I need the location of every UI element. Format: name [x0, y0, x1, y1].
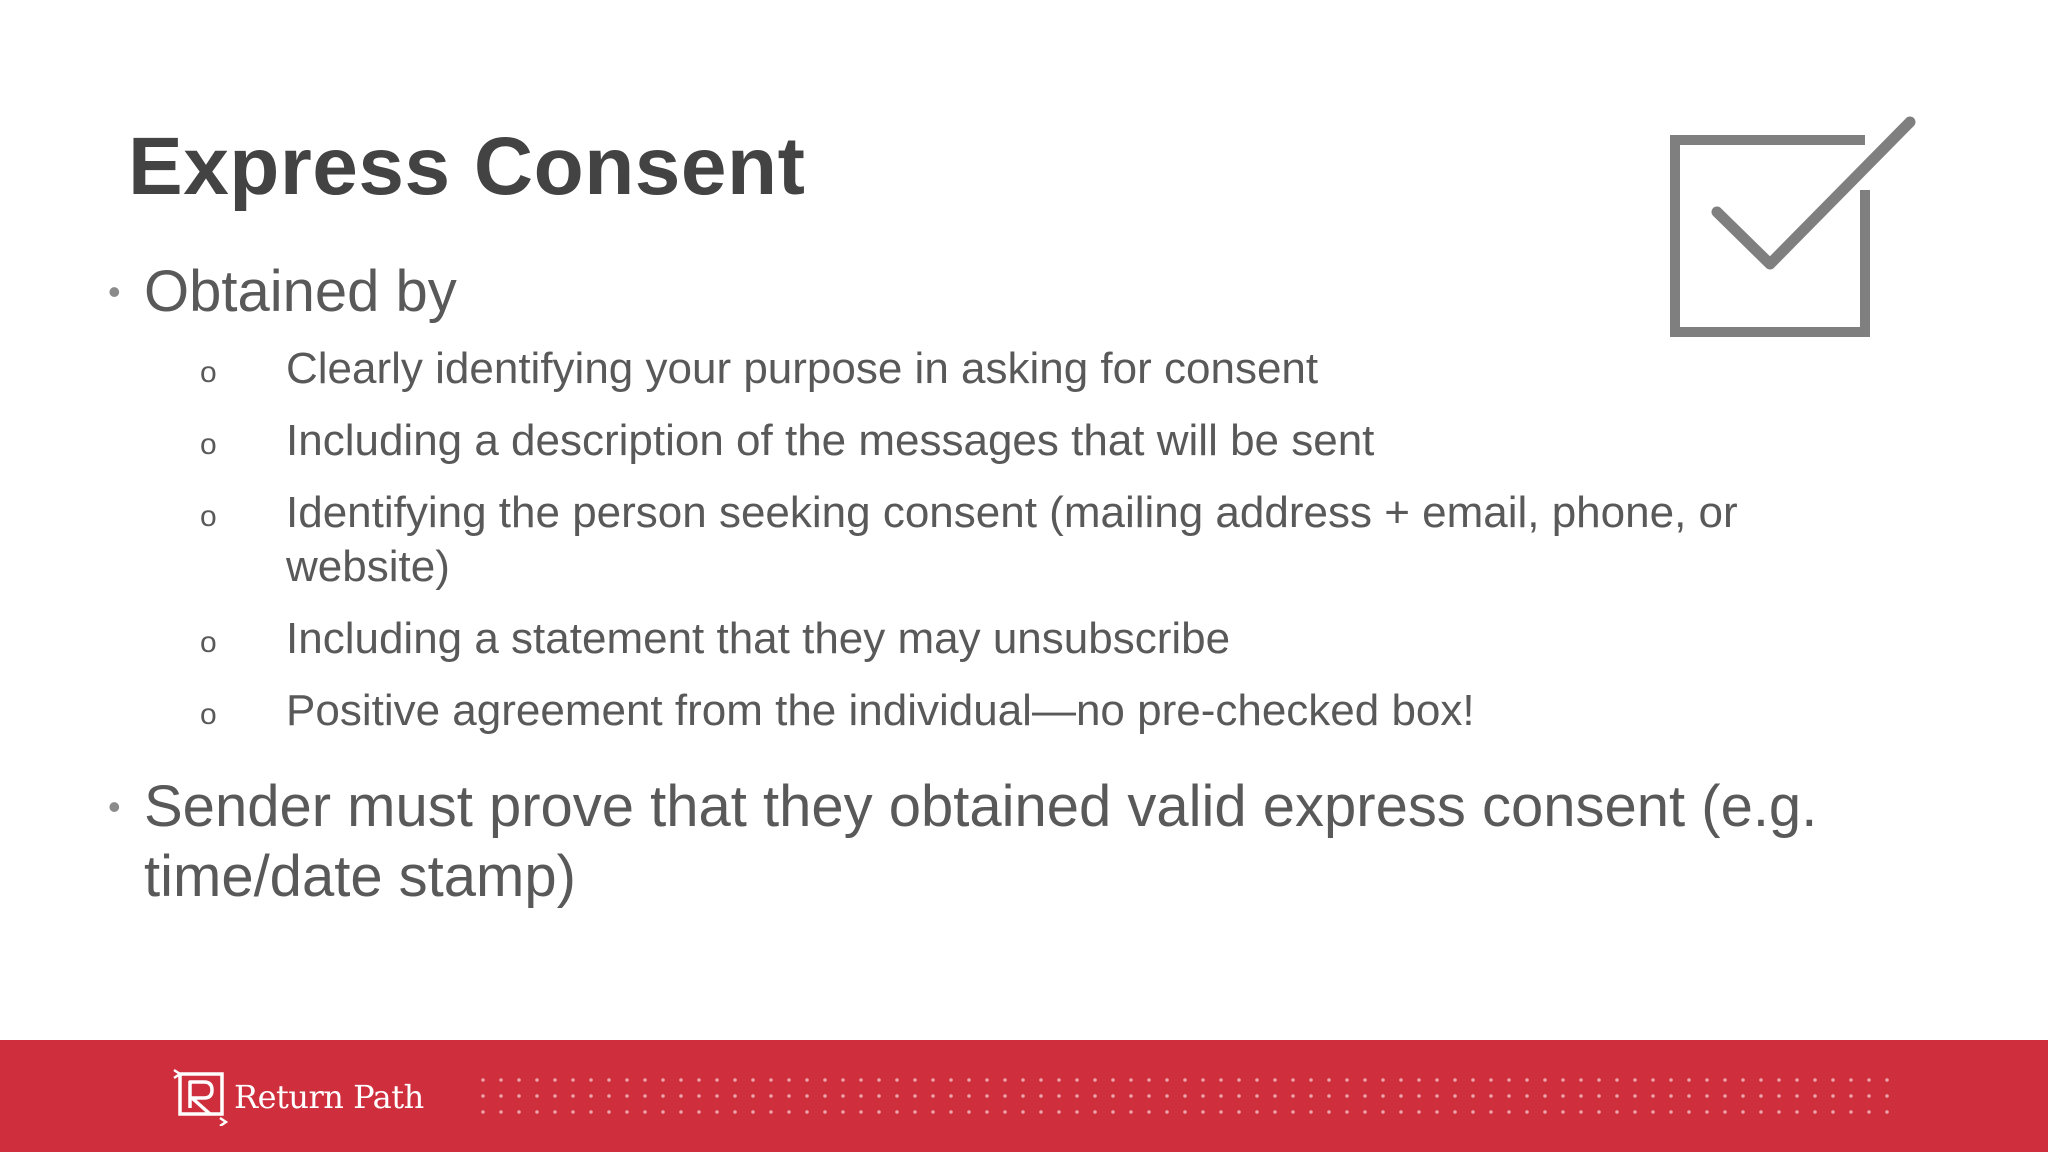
- sub-bullet-circle: o: [200, 428, 217, 461]
- sub-bullet-text: Identifying the person seeking consent (mailing address + email, phone, or website): [286, 488, 1738, 591]
- return-path-logo-icon: [170, 1068, 228, 1126]
- sub-bullet-circle: o: [200, 356, 217, 389]
- footer-bar: [0, 1040, 2048, 1152]
- bullet-obtained-by: [108, 258, 1868, 326]
- sub-bullet-text: Positive agreement from the individual—no pre-checked box!: [286, 686, 1475, 735]
- bullet-sender-must-prove: [108, 772, 1868, 912]
- brand-name: Return Path: [234, 1078, 424, 1116]
- brand-logo: [170, 1068, 424, 1126]
- sub-bullet-item: [200, 684, 1800, 738]
- decorative-dot-pattern: [474, 1072, 1894, 1120]
- slide-title: Express Consent: [128, 121, 806, 212]
- sub-bullet-circle: o: [200, 698, 217, 731]
- sub-bullet-circle: o: [200, 626, 217, 659]
- sub-bullet-circle: o: [200, 500, 217, 533]
- bullet-dot: •: [108, 786, 121, 827]
- sub-bullet-item: [200, 612, 1800, 666]
- sub-bullet-item: [200, 486, 1800, 594]
- sub-bullet-text: Including a statement that they may unsubscribe: [286, 614, 1231, 663]
- sub-bullet-list: [200, 342, 1800, 756]
- bullet-text: Sender must prove that they obtained valid express consent (e.g. time/date stamp): [144, 774, 1818, 909]
- bullet-text: Obtained by: [144, 259, 457, 324]
- sub-bullet-text: Including a description of the messages that will be sent: [286, 416, 1375, 465]
- sub-bullet-text: Clearly identifying your purpose in asking for consent: [286, 344, 1319, 393]
- sub-bullet-item: [200, 342, 1800, 396]
- bullet-dot: •: [108, 271, 121, 312]
- sub-bullet-item: [200, 414, 1800, 468]
